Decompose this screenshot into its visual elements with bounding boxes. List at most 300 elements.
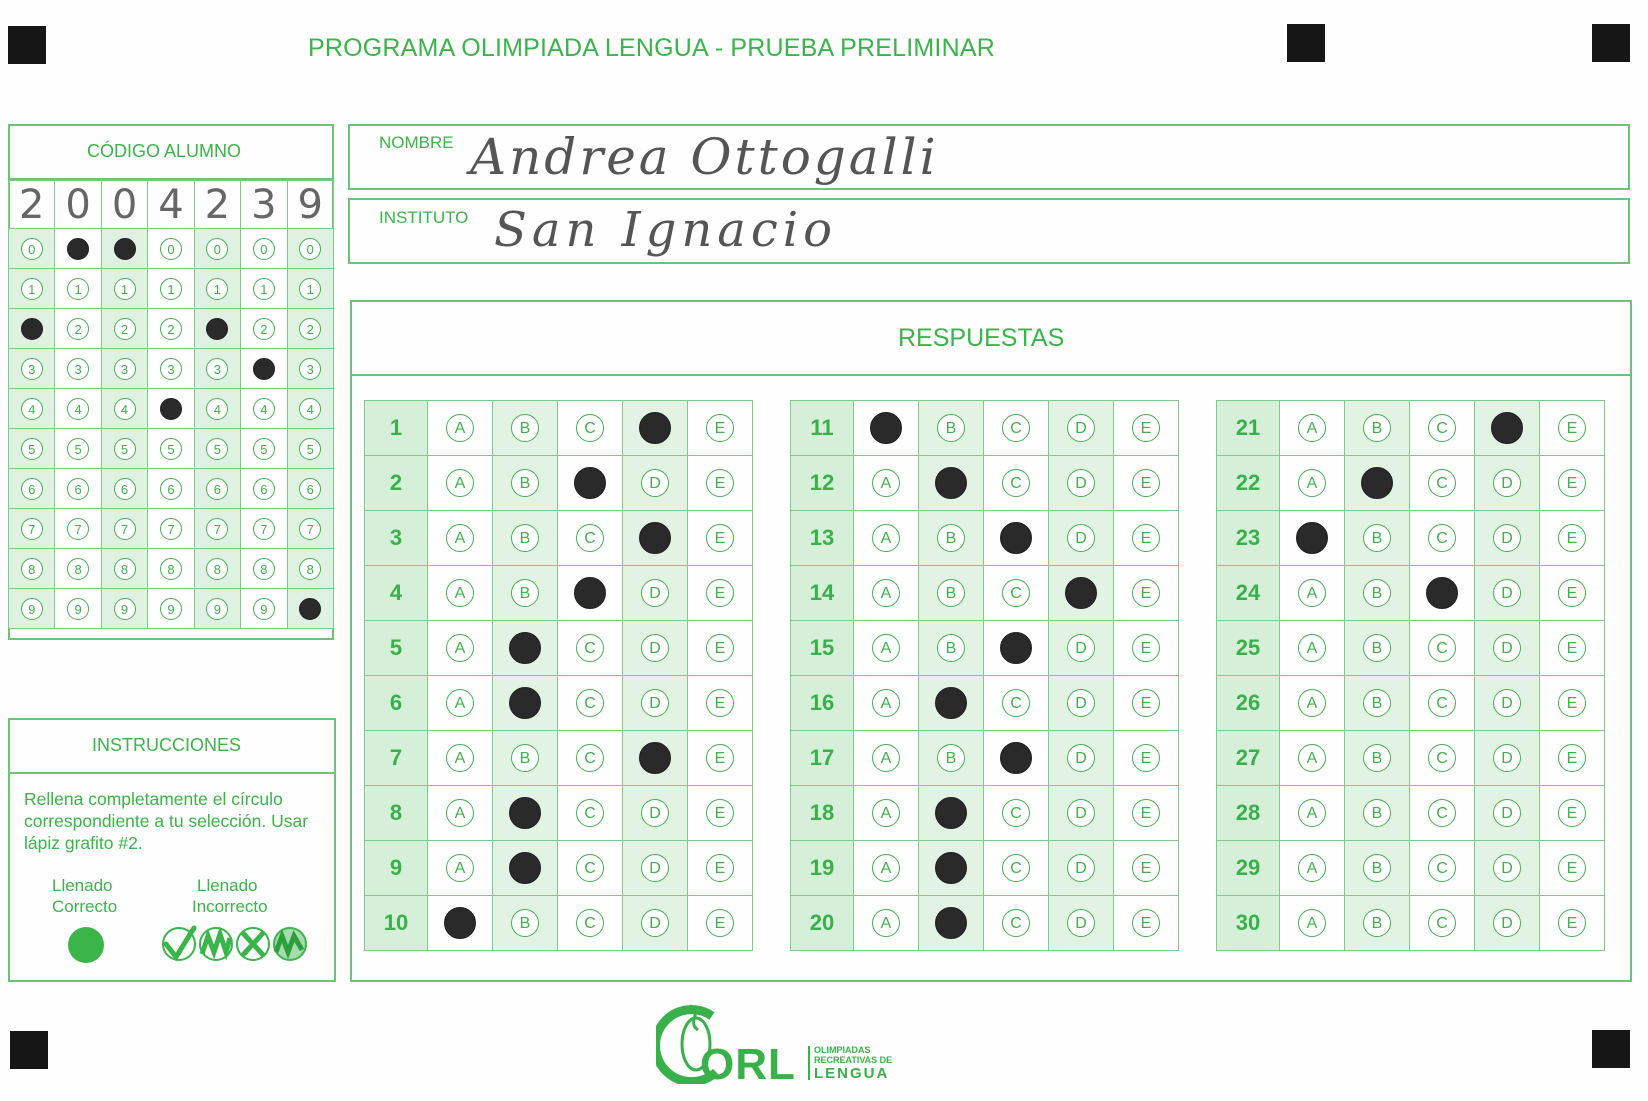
codigo-bubble[interactable]	[206, 318, 228, 340]
codigo-bubble[interactable]: 1	[206, 278, 228, 300]
answer-bubble-c[interactable]	[574, 467, 606, 499]
answer-bubble-a[interactable]: A	[1298, 909, 1326, 937]
answer-row	[365, 456, 753, 511]
answer-row	[791, 511, 1179, 566]
answer-bubble-e[interactable]: E	[706, 689, 734, 717]
answer-bubble-a[interactable]: A	[1298, 469, 1326, 497]
answer-bubble-b[interactable]	[509, 687, 541, 719]
answer-bubble-a[interactable]: A	[1298, 744, 1326, 772]
answer-bubble-c[interactable]: C	[1428, 634, 1456, 662]
answer-bubble-c[interactable]: C	[1428, 909, 1456, 937]
instituto-value: San Ignacio	[494, 202, 838, 258]
answer-row	[365, 841, 753, 896]
answer-bubble-c[interactable]: C	[1428, 524, 1456, 552]
answer-bubble-c[interactable]: C	[1428, 854, 1456, 882]
codigo-bubble[interactable]: 7	[253, 518, 275, 540]
answer-bubble-e[interactable]: E	[1558, 414, 1586, 442]
answer-bubble-e[interactable]: E	[1558, 524, 1586, 552]
codigo-bubble[interactable]: 4	[253, 398, 275, 420]
answer-bubble-e[interactable]: E	[706, 854, 734, 882]
answer-bubble-a[interactable]: A	[872, 469, 900, 497]
codigo-bubble[interactable]: 3	[160, 358, 182, 380]
answer-bubble-c[interactable]: C	[1002, 854, 1030, 882]
answer-bubble-a[interactable]	[870, 412, 902, 444]
answer-bubble-c[interactable]: C	[1002, 689, 1030, 717]
codigo-bubble[interactable]: 6	[160, 478, 182, 500]
logo-letters: ORL	[700, 1040, 796, 1089]
answer-bubble-e[interactable]: E	[706, 579, 734, 607]
answer-bubble-a[interactable]: A	[446, 854, 474, 882]
answer-row	[1217, 566, 1605, 621]
answer-bubble-a[interactable]: A	[446, 799, 474, 827]
question-number: 7	[365, 731, 428, 786]
answer-bubble-c[interactable]	[574, 577, 606, 609]
codigo-bubble[interactable]: 9	[114, 598, 136, 620]
codigo-bubble[interactable]: 8	[160, 558, 182, 580]
codigo-bubble[interactable]: 3	[21, 358, 43, 380]
answer-bubble-a[interactable]: A	[446, 524, 474, 552]
answer-bubble-a[interactable]: A	[1298, 634, 1326, 662]
codigo-handwritten-digit: 9	[287, 181, 333, 229]
answer-bubble-d[interactable]: D	[641, 909, 669, 937]
codigo-bubble[interactable]	[160, 398, 182, 420]
registration-mark-top-center	[1287, 24, 1325, 62]
answer-bubble-c[interactable]: C	[1428, 799, 1456, 827]
answer-bubble-c[interactable]: C	[576, 799, 604, 827]
question-number: 25	[1217, 621, 1280, 676]
answer-bubble-d[interactable]: D	[1493, 689, 1521, 717]
codigo-bubble[interactable]: 2	[114, 318, 136, 340]
question-number: 22	[1217, 456, 1280, 511]
codigo-bubble[interactable]: 4	[299, 398, 321, 420]
codigo-bubble[interactable]: 8	[67, 558, 89, 580]
question-number: 20	[791, 896, 854, 951]
codigo-bubble[interactable]: 4	[206, 398, 228, 420]
question-number: 5	[365, 621, 428, 676]
answer-row	[1217, 731, 1605, 786]
codigo-bubble[interactable]: 5	[67, 438, 89, 460]
codigo-bubble[interactable]: 1	[114, 278, 136, 300]
answer-bubble-c[interactable]: C	[576, 524, 604, 552]
logo-line-3: LENGUA	[814, 1065, 890, 1082]
codigo-bubble[interactable]: 1	[253, 278, 275, 300]
answer-bubble-a[interactable]: A	[872, 909, 900, 937]
codigo-bubble[interactable]: 7	[299, 518, 321, 540]
answer-bubble-b[interactable]: B	[1363, 854, 1391, 882]
answer-bubble-d[interactable]: D	[641, 854, 669, 882]
codigo-bubble[interactable]: 7	[206, 518, 228, 540]
answer-row	[365, 676, 753, 731]
logo-line-1: OLIMPIADAS	[814, 1045, 871, 1055]
answer-bubble-b[interactable]: B	[511, 744, 539, 772]
answer-bubble-a[interactable]: A	[872, 524, 900, 552]
codigo-bubble[interactable]	[253, 358, 275, 380]
answer-bubble-d[interactable]	[1065, 577, 1097, 609]
answer-bubble-e[interactable]: E	[706, 634, 734, 662]
answer-bubble-d[interactable]: D	[641, 469, 669, 497]
answer-row	[365, 401, 753, 456]
answer-bubble-b[interactable]: B	[937, 744, 965, 772]
answer-bubble-a[interactable]: A	[1298, 689, 1326, 717]
answer-bubble-d[interactable]: D	[1067, 524, 1095, 552]
answer-bubble-a[interactable]: A	[872, 744, 900, 772]
answer-bubble-a[interactable]: A	[1298, 579, 1326, 607]
answer-bubble-e[interactable]: E	[1558, 634, 1586, 662]
answer-bubble-c[interactable]: C	[1002, 799, 1030, 827]
llenado-correcto-label-2: Correcto	[52, 897, 118, 916]
answer-bubble-d[interactable]: D	[1493, 854, 1521, 882]
registration-mark-bottom-left	[10, 1031, 48, 1069]
answer-bubble-a[interactable]: A	[446, 689, 474, 717]
answer-bubble-d[interactable]: D	[1067, 744, 1095, 772]
answer-bubble-d[interactable]: D	[1493, 579, 1521, 607]
question-number: 13	[791, 511, 854, 566]
answer-bubble-e[interactable]: E	[1558, 799, 1586, 827]
answer-row	[1217, 676, 1605, 731]
codigo-bubble[interactable]: 6	[299, 478, 321, 500]
answer-bubble-e[interactable]: E	[1558, 909, 1586, 937]
answer-bubble-e[interactable]: E	[706, 469, 734, 497]
answer-bubble-e[interactable]: E	[1132, 909, 1160, 937]
incorrect-fill-examples-icon	[160, 924, 314, 966]
codigo-handwritten-digit: 0	[55, 181, 101, 229]
codigo-bubble[interactable]: 3	[206, 358, 228, 380]
answer-bubble-e[interactable]: E	[706, 799, 734, 827]
codigo-bubble[interactable]: 0	[160, 238, 182, 260]
codigo-bubble[interactable]: 2	[160, 318, 182, 340]
answer-bubble-e[interactable]: E	[1558, 469, 1586, 497]
answer-bubble-a[interactable]: A	[872, 799, 900, 827]
answer-bubble-d[interactable]: D	[641, 634, 669, 662]
codigo-bubble[interactable]: 6	[67, 478, 89, 500]
question-number: 1	[365, 401, 428, 456]
codigo-bubble[interactable]: 1	[21, 278, 43, 300]
answer-bubble-b[interactable]: B	[1363, 634, 1391, 662]
codigo-bubble[interactable]	[67, 238, 89, 260]
codigo-bubble[interactable]: 5	[160, 438, 182, 460]
answer-bubble-c[interactable]: C	[1428, 689, 1456, 717]
codigo-bubble[interactable]	[21, 318, 43, 340]
answer-row	[365, 896, 753, 951]
answer-bubble-d[interactable]	[1491, 412, 1523, 444]
answer-bubble-a[interactable]: A	[446, 579, 474, 607]
answer-bubble-d[interactable]: D	[1493, 634, 1521, 662]
codigo-bubble[interactable]: 7	[114, 518, 136, 540]
answer-bubble-b[interactable]: B	[1363, 909, 1391, 937]
answer-bubble-d[interactable]: D	[1493, 524, 1521, 552]
codigo-bubble[interactable]: 9	[160, 598, 182, 620]
answer-bubble-d[interactable]: D	[1067, 689, 1095, 717]
answer-bubble-a[interactable]: A	[872, 689, 900, 717]
question-number: 12	[791, 456, 854, 511]
answer-bubble-e[interactable]: E	[706, 414, 734, 442]
answer-bubble-c[interactable]: C	[1002, 909, 1030, 937]
answer-bubble-e[interactable]: E	[1132, 414, 1160, 442]
answer-bubble-b[interactable]: B	[1363, 744, 1391, 772]
question-number: 14	[791, 566, 854, 621]
codigo-bubble[interactable]: 8	[114, 558, 136, 580]
answer-bubble-a[interactable]: A	[446, 744, 474, 772]
codigo-bubble[interactable]: 0	[253, 238, 275, 260]
codigo-bubble[interactable]: 9	[67, 598, 89, 620]
question-number: 29	[1217, 841, 1280, 896]
answer-bubble-b[interactable]: B	[511, 524, 539, 552]
answer-bubble-c[interactable]: C	[1002, 579, 1030, 607]
answer-bubble-d[interactable]: D	[1493, 469, 1521, 497]
answer-bubble-a[interactable]	[1296, 522, 1328, 554]
answer-bubble-c[interactable]: C	[576, 854, 604, 882]
question-number: 21	[1217, 401, 1280, 456]
answer-bubble-c[interactable]: C	[1428, 469, 1456, 497]
answer-bubble-b[interactable]	[1361, 467, 1393, 499]
codigo-bubble[interactable]: 5	[114, 438, 136, 460]
question-number: 17	[791, 731, 854, 786]
codigo-bubble[interactable]: 4	[67, 398, 89, 420]
answer-bubble-c[interactable]: C	[576, 689, 604, 717]
answer-bubble-b[interactable]: B	[1363, 414, 1391, 442]
answer-bubble-c[interactable]: C	[1002, 414, 1030, 442]
codigo-bubble[interactable]: 0	[299, 238, 321, 260]
answer-row	[1217, 511, 1605, 566]
codigo-bubble[interactable]: 5	[206, 438, 228, 460]
answers-block-1	[364, 400, 753, 951]
answer-bubble-d[interactable]: D	[641, 799, 669, 827]
codigo-handwritten-digit: 4	[148, 181, 194, 229]
answer-bubble-b[interactable]	[935, 907, 967, 939]
codigo-bubble[interactable]	[114, 238, 136, 260]
codigo-bubble[interactable]: 1	[160, 278, 182, 300]
question-number: 19	[791, 841, 854, 896]
codigo-bubble[interactable]: 6	[206, 478, 228, 500]
codigo-bubble[interactable]: 6	[114, 478, 136, 500]
answer-bubble-a[interactable]: A	[872, 579, 900, 607]
answer-bubble-c[interactable]: C	[1002, 469, 1030, 497]
instituto-label: INSTITUTO	[379, 208, 469, 227]
answer-bubble-d[interactable]	[639, 742, 671, 774]
registration-mark-top-left	[8, 26, 46, 64]
question-number: 11	[791, 401, 854, 456]
answer-bubble-b[interactable]: B	[1363, 579, 1391, 607]
answer-bubble-c[interactable]	[1000, 742, 1032, 774]
answer-bubble-d[interactable]	[639, 412, 671, 444]
codigo-bubble[interactable]: 9	[21, 598, 43, 620]
question-number: 27	[1217, 731, 1280, 786]
answer-bubble-c[interactable]	[1000, 522, 1032, 554]
answer-bubble-a[interactable]: A	[872, 634, 900, 662]
answers-block-3	[1216, 400, 1605, 951]
answer-bubble-d[interactable]: D	[1493, 799, 1521, 827]
nombre-label: NOMBRE	[379, 133, 454, 152]
answer-row	[791, 731, 1179, 786]
answer-bubble-e[interactable]: E	[706, 524, 734, 552]
answer-bubble-c[interactable]	[1000, 632, 1032, 664]
question-number: 4	[365, 566, 428, 621]
codigo-bubble[interactable]: 0	[21, 238, 43, 260]
answer-bubble-c[interactable]: C	[576, 414, 604, 442]
codigo-bubble[interactable]: 6	[253, 478, 275, 500]
codigo-alumno-label: CÓDIGO ALUMNO	[87, 141, 242, 161]
answer-bubble-e[interactable]: E	[706, 909, 734, 937]
answer-bubble-d[interactable]: D	[1067, 854, 1095, 882]
codigo-bubble[interactable]	[299, 598, 321, 620]
answer-row	[791, 786, 1179, 841]
answer-bubble-b[interactable]: B	[511, 909, 539, 937]
answer-bubble-d[interactable]	[639, 522, 671, 554]
question-number: 16	[791, 676, 854, 731]
answer-bubble-b[interactable]: B	[937, 414, 965, 442]
page-title: PROGRAMA OLIMPIADA LENGUA - PRUEBA PRELIMINAR	[308, 34, 995, 62]
answer-bubble-b[interactable]	[935, 797, 967, 829]
codigo-bubble[interactable]: 8	[253, 558, 275, 580]
answer-bubble-e[interactable]: E	[1558, 579, 1586, 607]
answer-bubble-b[interactable]: B	[511, 414, 539, 442]
answer-bubble-d[interactable]: D	[1067, 634, 1095, 662]
answer-bubble-b[interactable]	[509, 632, 541, 664]
answer-bubble-c[interactable]: C	[1428, 744, 1456, 772]
answer-row	[1217, 456, 1605, 511]
nombre-value: Andrea Ottogalli	[470, 128, 939, 186]
answer-bubble-a[interactable]: A	[446, 634, 474, 662]
registration-mark-top-right	[1592, 24, 1630, 62]
llenado-incorrecto-label-2: Incorrecto	[192, 897, 268, 916]
answer-bubble-e[interactable]: E	[1132, 854, 1160, 882]
answer-bubble-c[interactable]: C	[576, 909, 604, 937]
answer-bubble-d[interactable]: D	[641, 579, 669, 607]
codigo-handwritten-digit: 0	[101, 181, 147, 229]
codigo-handwritten-digit: 2	[194, 181, 240, 229]
answer-row	[365, 731, 753, 786]
codigo-handwritten-digit: 2	[9, 181, 55, 229]
answer-bubble-e[interactable]: E	[1132, 469, 1160, 497]
codigo-bubble[interactable]: 7	[21, 518, 43, 540]
answer-bubble-d[interactable]: D	[1067, 799, 1095, 827]
answer-bubble-e[interactable]: E	[1132, 524, 1160, 552]
instrucciones-text: Rellena completamente el círculo correspondiente a tu selección. Usar lápiz grafito #2.	[24, 789, 309, 853]
question-number: 3	[365, 511, 428, 566]
answer-bubble-b[interactable]: B	[937, 634, 965, 662]
codigo-bubble[interactable]: 8	[299, 558, 321, 580]
answer-bubble-e[interactable]: E	[1132, 744, 1160, 772]
codigo-bubble[interactable]: 3	[67, 358, 89, 380]
codigo-bubble[interactable]: 3	[114, 358, 136, 380]
answer-bubble-a[interactable]: A	[446, 469, 474, 497]
answer-bubble-b[interactable]: B	[1363, 524, 1391, 552]
codigo-bubble[interactable]: 9	[253, 598, 275, 620]
answer-bubble-c[interactable]: C	[576, 744, 604, 772]
codigo-bubble[interactable]: 2	[253, 318, 275, 340]
answer-bubble-e[interactable]: E	[1132, 799, 1160, 827]
answer-bubble-c[interactable]	[1426, 577, 1458, 609]
codigo-bubble[interactable]: 7	[67, 518, 89, 540]
answer-bubble-b[interactable]: B	[511, 469, 539, 497]
answer-bubble-d[interactable]: D	[1067, 469, 1095, 497]
answer-bubble-d[interactable]: D	[641, 689, 669, 717]
question-number: 15	[791, 621, 854, 676]
answer-bubble-b[interactable]: B	[1363, 799, 1391, 827]
codigo-bubble[interactable]: 7	[160, 518, 182, 540]
correct-fill-example-icon	[68, 927, 104, 963]
codigo-handwritten-digit: 3	[241, 181, 287, 229]
answer-bubble-b[interactable]	[935, 467, 967, 499]
answer-bubble-b[interactable]	[509, 797, 541, 829]
answer-row	[791, 896, 1179, 951]
codigo-bubble[interactable]: 3	[299, 358, 321, 380]
answer-row	[365, 786, 753, 841]
answer-bubble-b[interactable]: B	[937, 579, 965, 607]
answer-bubble-b[interactable]	[935, 852, 967, 884]
instrucciones-title: INSTRUCCIONES	[92, 735, 242, 755]
answer-bubble-b[interactable]	[935, 687, 967, 719]
answer-bubble-b[interactable]: B	[511, 579, 539, 607]
codigo-bubble[interactable]: 9	[206, 598, 228, 620]
answer-bubble-e[interactable]: E	[706, 744, 734, 772]
answer-bubble-a[interactable]: A	[872, 854, 900, 882]
answer-bubble-e[interactable]: E	[1558, 744, 1586, 772]
answer-bubble-a[interactable]: A	[1298, 854, 1326, 882]
answer-bubble-e[interactable]: E	[1132, 689, 1160, 717]
answer-bubble-c[interactable]: C	[1428, 414, 1456, 442]
answer-row	[791, 401, 1179, 456]
answer-bubble-c[interactable]: C	[576, 634, 604, 662]
answer-bubble-b[interactable]: B	[1363, 689, 1391, 717]
answer-bubble-a[interactable]: A	[1298, 414, 1326, 442]
answer-bubble-a[interactable]: A	[446, 414, 474, 442]
codigo-grid	[8, 180, 334, 629]
answer-bubble-a[interactable]	[444, 907, 476, 939]
answer-bubble-a[interactable]: A	[1298, 799, 1326, 827]
answer-bubble-e[interactable]: E	[1132, 579, 1160, 607]
question-number: 2	[365, 456, 428, 511]
answer-row	[1217, 896, 1605, 951]
answer-row	[1217, 841, 1605, 896]
codigo-bubble[interactable]: 8	[206, 558, 228, 580]
codigo-bubble[interactable]: 5	[21, 438, 43, 460]
codigo-bubble[interactable]: 2	[299, 318, 321, 340]
question-number: 23	[1217, 511, 1280, 566]
codigo-bubble[interactable]: 1	[299, 278, 321, 300]
codigo-bubble[interactable]: 2	[67, 318, 89, 340]
question-number: 28	[1217, 786, 1280, 841]
codigo-bubble[interactable]: 4	[114, 398, 136, 420]
codigo-bubble[interactable]: 0	[206, 238, 228, 260]
codigo-bubble[interactable]: 5	[253, 438, 275, 460]
codigo-bubble[interactable]: 5	[299, 438, 321, 460]
answer-bubble-e[interactable]: E	[1132, 634, 1160, 662]
answer-bubble-e[interactable]: E	[1558, 689, 1586, 717]
answer-row	[791, 676, 1179, 731]
answer-row	[365, 511, 753, 566]
respuestas-title: RESPUESTAS	[898, 324, 1065, 352]
answer-bubble-e[interactable]: E	[1558, 854, 1586, 882]
registration-mark-bottom-right	[1592, 1030, 1630, 1068]
answer-bubble-d[interactable]: D	[1067, 909, 1095, 937]
question-number: 8	[365, 786, 428, 841]
answer-bubble-d[interactable]: D	[1067, 414, 1095, 442]
question-number: 18	[791, 786, 854, 841]
answer-bubble-b[interactable]: B	[937, 524, 965, 552]
answer-row	[791, 566, 1179, 621]
answer-bubble-b[interactable]	[509, 852, 541, 884]
codigo-bubble[interactable]: 8	[21, 558, 43, 580]
answer-row	[791, 841, 1179, 896]
answers-block-2	[790, 400, 1179, 951]
answer-bubble-d[interactable]: D	[1493, 909, 1521, 937]
answer-bubble-d[interactable]: D	[1493, 744, 1521, 772]
codigo-bubble[interactable]: 6	[21, 478, 43, 500]
codigo-bubble[interactable]: 4	[21, 398, 43, 420]
codigo-bubble[interactable]: 1	[67, 278, 89, 300]
answer-row	[1217, 621, 1605, 676]
